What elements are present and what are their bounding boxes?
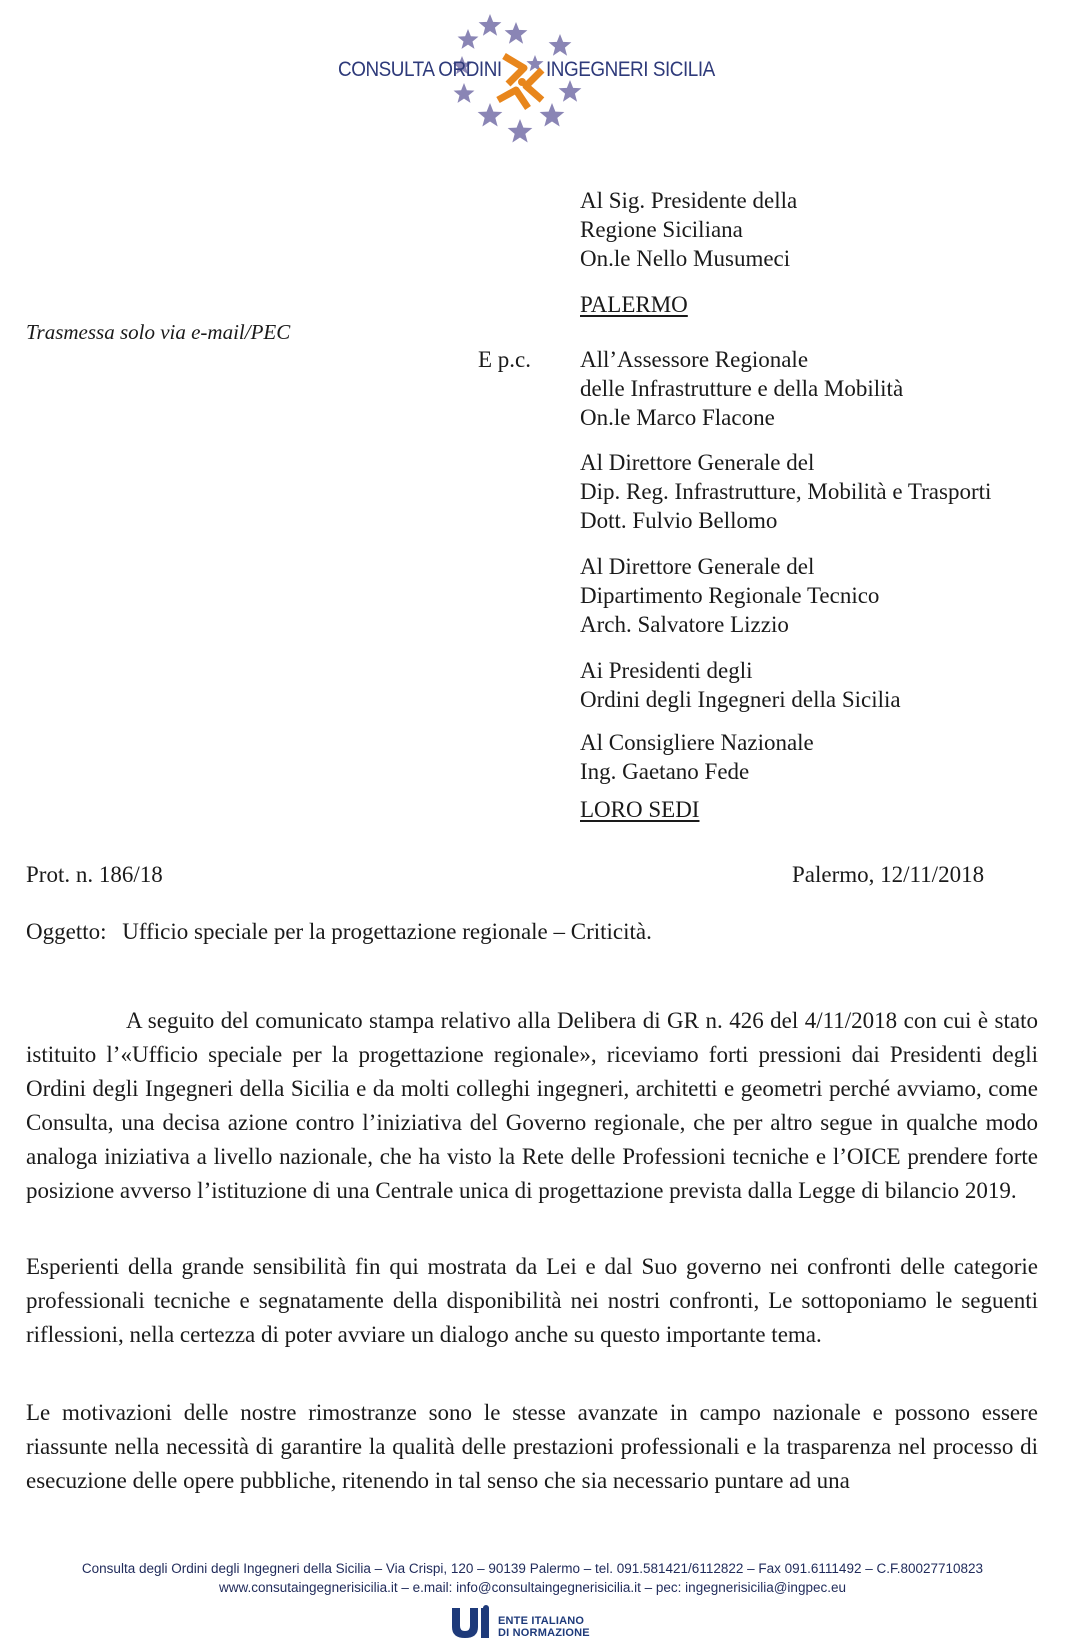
recipient-line: On.le Marco Flacone [580, 405, 775, 430]
cc-recipient-5 [580, 728, 814, 786]
recipient-line: On.le Nello Musumeci [580, 246, 791, 271]
footer-contacts: www.consutaingegnerisicilia.it – e.mail: info@consultaingegnerisicilia.it – pec: ingegnerisicilia@ingpec.eu [219, 1580, 846, 1595]
recipients-closing: LORO SEDI [580, 797, 700, 822]
cc-recipient-2 [580, 448, 991, 535]
recipient-line: Ai Presidenti degli [580, 658, 753, 683]
subject-text: Ufficio speciale per la progettazione regionale – Criticità. [122, 919, 652, 944]
letterhead-logo [330, 12, 730, 152]
recipient-line: Dipartimento Regionale Tecnico [580, 583, 880, 608]
recipient-line: All’Assessore Regionale [580, 347, 809, 372]
uni-text-line-1: ENTE ITALIANO [498, 1615, 585, 1627]
recipient-line: Regione Siciliana [580, 217, 743, 242]
uni-emblem-icon [450, 1604, 494, 1638]
stars-triskelion-emblem-icon [330, 12, 730, 152]
body-paragraph-2: Esperienti della grande sensibilità fin qui mostrata da Lei e dal Suo governo nei confronti delle categorie professionali tecniche e segnatamente della disponibilità nei nostri confronti, Le sottoponiamo le seguenti riflessioni, nella certezza di poter avviare un dialogo anche su questo importante tema. [26, 1254, 1038, 1347]
recipient-line: Dott. Fulvio Bellomo [580, 508, 778, 533]
recipient-line: Al Consigliere Nazionale [580, 730, 814, 755]
recipient-line: Dip. Reg. Infrastrutture, Mobilità e Trasporti [580, 479, 992, 504]
protocol-number: Prot. n. 186/18 [26, 862, 163, 887]
recipient-city: PALERMO [580, 292, 688, 317]
recipient-line: delle Infrastrutture e della Mobilità [580, 376, 904, 401]
recipient-line: Arch. Salvatore Lizzio [580, 612, 789, 637]
body-paragraph-1: A seguito del comunicato stampa relativo alla Delibera di GR n. 426 del 4/11/2018 con cui è stato istituito l’«Ufficio speciale per la progettazione regionale», riceviamo forti pressioni dai Presidenti degli Ordini degli Ingegneri della Sicilia e da molti colleghi ingegneri, architetti e geometri perché avviamo, come Consulta, una decisa azione contro l’iniziativa del Governo regionale, che per altro segue in qualche modo analoga iniziativa a livello nazionale, che ha visto la Rete delle Professioni tecniche e l’OICE prendere forte posizione avverso l’istituzione di una Centrale unica di progettazione prevista dalla Legge di bilancio 2019. [26, 1008, 1038, 1203]
recipient-line: Al Direttore Generale del [580, 554, 815, 579]
transmission-note: Trasmessa solo via e-mail/PEC [26, 320, 291, 344]
subject [26, 917, 652, 946]
cc-recipient-3 [580, 552, 879, 639]
uni-logo [450, 1604, 610, 1638]
cc-label: E p.c. [478, 347, 532, 372]
recipient-main [580, 186, 797, 273]
recipient-line: Al Direttore Generale del [580, 450, 815, 475]
logo-right-text: INGEGNERI SICILIA [546, 58, 715, 81]
cc-recipient-4 [580, 656, 901, 714]
recipient-line: Ing. Gaetano Fede [580, 759, 750, 784]
logo-left-text: CONSULTA ORDINI [338, 58, 502, 81]
place-date: Palermo, 12/11/2018 [792, 862, 985, 887]
uni-text-line-2: DI NORMAZIONE [498, 1627, 590, 1639]
recipient-line: Ordini degli Ingegneri della Sicilia [580, 687, 901, 712]
recipient-line: Al Sig. Presidente della [580, 188, 798, 213]
cc-recipient-1 [580, 345, 903, 432]
subject-label: Oggetto: [26, 919, 107, 944]
footer-address: Consulta degli Ordini degli Ingegneri della Sicilia – Via Crispi, 120 – 90139 Palermo – tel. 091.581421/6112822 – Fax 091.6111492 – C.F.80027710823 [81, 1561, 984, 1576]
body-paragraph-3: Le motivazioni delle nostre rimostranze sono le stesse avanzate in campo nazionale e possono essere riassunte nella necessità di garantire la qualità delle prestazioni professionali e la trasparenza nel processo di esecuzione delle opere pubbliche, ritenendo in tal senso che sia necessario puntare ad una [26, 1400, 1038, 1493]
